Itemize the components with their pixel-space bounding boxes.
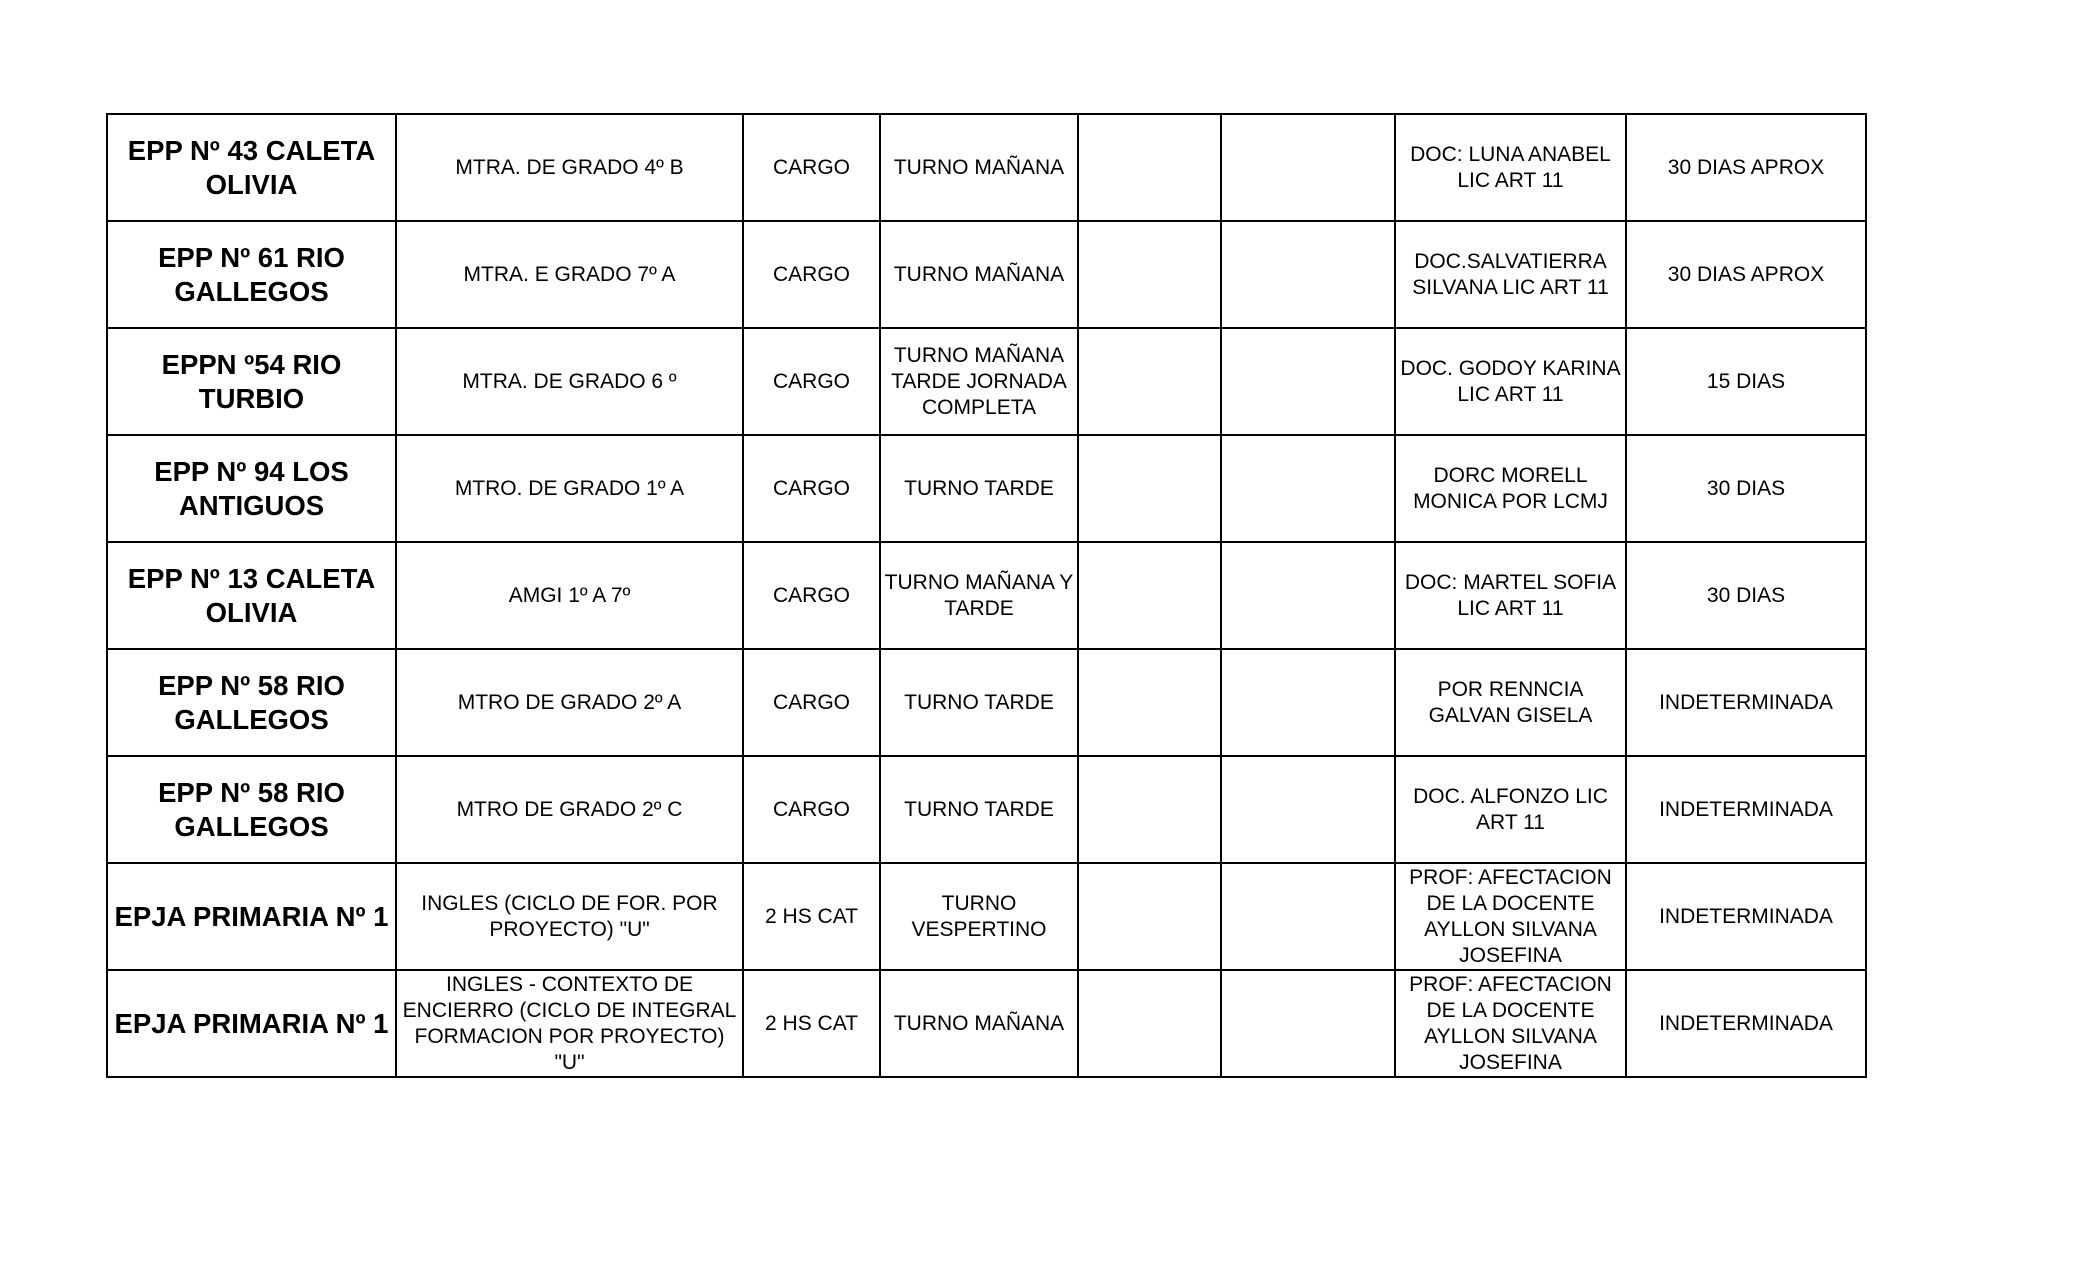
empty-cell [1078, 435, 1221, 542]
empty-cell [1221, 970, 1395, 1077]
school-cell: EPJA PRIMARIA Nº 1 [107, 970, 396, 1077]
type-cell: 2 HS CAT [743, 970, 880, 1077]
duration-cell: INDETERMINADA [1626, 970, 1866, 1077]
empty-cell [1078, 328, 1221, 435]
position-cell: INGLES (CICLO DE FOR. POR PROYECTO) "U" [396, 863, 743, 970]
empty-cell [1078, 221, 1221, 328]
reason-cell: DOC: MARTEL SOFIA LIC ART 11 [1395, 542, 1626, 649]
table-row [107, 435, 1866, 542]
shift-cell: TURNO TARDE [880, 649, 1078, 756]
reason-cell: POR RENNCIA GALVAN GISELA [1395, 649, 1626, 756]
reason-cell: DORC MORELL MONICA POR LCMJ [1395, 435, 1626, 542]
empty-cell [1078, 542, 1221, 649]
table-row [107, 114, 1866, 221]
empty-cell [1221, 114, 1395, 221]
shift-cell: TURNO TARDE [880, 435, 1078, 542]
empty-cell [1078, 970, 1221, 1077]
table-row [107, 542, 1866, 649]
table-row [107, 863, 1866, 970]
duration-cell: 15 DIAS [1626, 328, 1866, 435]
school-cell: EPP Nº 13 CALETA OLIVIA [107, 542, 396, 649]
table-row [107, 328, 1866, 435]
type-cell: CARGO [743, 221, 880, 328]
reason-cell: DOC.SALVATIERRA SILVANA LIC ART 11 [1395, 221, 1626, 328]
empty-cell [1221, 649, 1395, 756]
empty-cell [1221, 863, 1395, 970]
duration-cell: 30 DIAS [1626, 542, 1866, 649]
school-cell: EPP Nº 61 RIO GALLEGOS [107, 221, 396, 328]
type-cell: CARGO [743, 649, 880, 756]
position-cell: MTRA. DE GRADO 4º B [396, 114, 743, 221]
empty-cell [1078, 649, 1221, 756]
table-row [107, 756, 1866, 863]
empty-cell [1221, 328, 1395, 435]
position-cell: MTRO. DE GRADO 1º A [396, 435, 743, 542]
table-row [107, 970, 1866, 1077]
school-cell: EPP Nº 43 CALETA OLIVIA [107, 114, 396, 221]
empty-cell [1221, 542, 1395, 649]
shift-cell: TURNO MAÑANA Y TARDE [880, 542, 1078, 649]
table-row [107, 221, 1866, 328]
empty-cell [1221, 756, 1395, 863]
reason-cell: DOC. GODOY KARINA LIC ART 11 [1395, 328, 1626, 435]
position-cell: MTRA. E GRADO 7º A [396, 221, 743, 328]
duration-cell: INDETERMINADA [1626, 863, 1866, 970]
duration-cell: 30 DIAS APROX [1626, 221, 1866, 328]
reason-cell: DOC: LUNA ANABEL LIC ART 11 [1395, 114, 1626, 221]
shift-cell: TURNO MAÑANA [880, 970, 1078, 1077]
position-cell: MTRO DE GRADO 2º C [396, 756, 743, 863]
school-cell: EPPN º54 RIO TURBIO [107, 328, 396, 435]
duration-cell: 30 DIAS [1626, 435, 1866, 542]
duration-cell: INDETERMINADA [1626, 649, 1866, 756]
type-cell: CARGO [743, 756, 880, 863]
duration-cell: INDETERMINADA [1626, 756, 1866, 863]
reason-cell: PROF: AFECTACION DE LA DOCENTE AYLLON SILVANA JOSEFINA [1395, 970, 1626, 1077]
school-cell: EPP Nº 58 RIO GALLEGOS [107, 649, 396, 756]
position-cell: MTRO DE GRADO 2º A [396, 649, 743, 756]
empty-cell [1078, 863, 1221, 970]
shift-cell: TURNO MAÑANA TARDE JORNADA COMPLETA [880, 328, 1078, 435]
duration-cell: 30 DIAS APROX [1626, 114, 1866, 221]
shift-cell: TURNO MAÑANA [880, 114, 1078, 221]
shift-cell: TURNO VESPERTINO [880, 863, 1078, 970]
empty-cell [1221, 435, 1395, 542]
type-cell: CARGO [743, 114, 880, 221]
position-cell: MTRA. DE GRADO 6 º [396, 328, 743, 435]
position-cell: INGLES - CONTEXTO DE ENCIERRO (CICLO DE INTEGRAL FORMACION POR PROYECTO) "U" [396, 970, 743, 1077]
school-cell: EPP Nº 94 LOS ANTIGUOS [107, 435, 396, 542]
vacancy-table [106, 113, 1867, 1078]
type-cell: CARGO [743, 435, 880, 542]
shift-cell: TURNO MAÑANA [880, 221, 1078, 328]
empty-cell [1078, 114, 1221, 221]
school-cell: EPJA PRIMARIA Nº 1 [107, 863, 396, 970]
reason-cell: DOC. ALFONZO LIC ART 11 [1395, 756, 1626, 863]
empty-cell [1078, 756, 1221, 863]
type-cell: CARGO [743, 328, 880, 435]
type-cell: 2 HS CAT [743, 863, 880, 970]
shift-cell: TURNO TARDE [880, 756, 1078, 863]
empty-cell [1221, 221, 1395, 328]
school-cell: EPP Nº 58 RIO GALLEGOS [107, 756, 396, 863]
position-cell: AMGI 1º A 7º [396, 542, 743, 649]
reason-cell: PROF: AFECTACION DE LA DOCENTE AYLLON SILVANA JOSEFINA [1395, 863, 1626, 970]
type-cell: CARGO [743, 542, 880, 649]
table-row [107, 649, 1866, 756]
